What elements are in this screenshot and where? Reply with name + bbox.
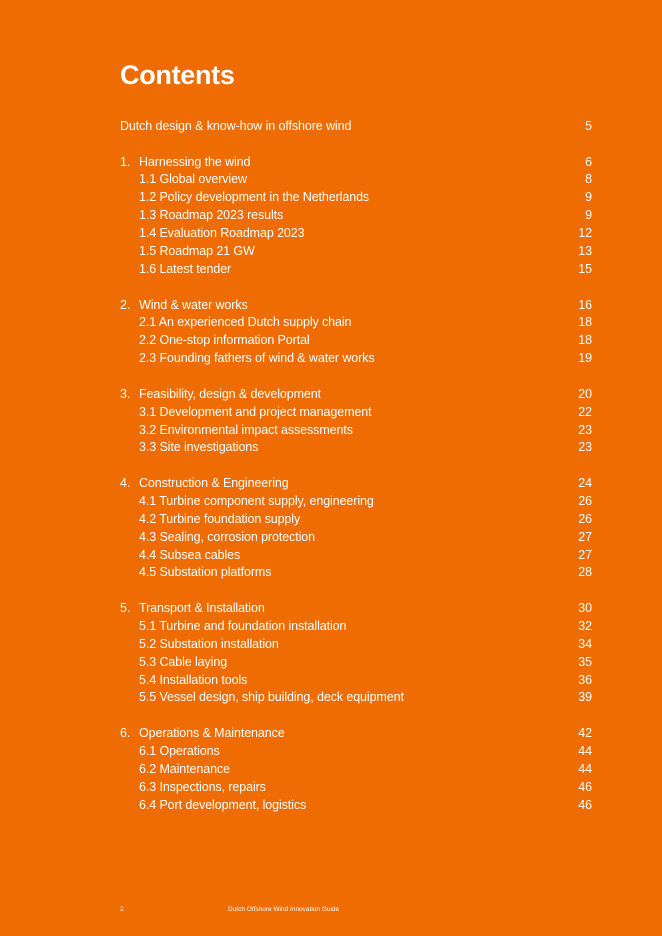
toc-item-page: 12: [578, 226, 592, 241]
toc-chapter-6[interactable]: [120, 725, 592, 743]
toc-item-1-5[interactable]: [120, 243, 592, 261]
chapter-page: 16: [578, 297, 592, 312]
chapter-title: Harnessing the wind: [139, 154, 251, 169]
chapter-title: Feasibility, design & development: [139, 386, 321, 401]
chapter-page: 30: [578, 601, 592, 616]
toc-item-label: 1.5 Roadmap 21 GW: [139, 244, 255, 259]
toc-item-4-1[interactable]: [120, 493, 592, 511]
toc-item-5-3[interactable]: [120, 654, 592, 672]
toc-item-label: 4.1 Turbine component supply, engineering: [139, 493, 374, 508]
toc-chapter-5[interactable]: [120, 600, 592, 618]
page-title: Contents: [120, 60, 235, 90]
toc-item-5-1[interactable]: [120, 618, 592, 636]
toc-item-1-4[interactable]: [120, 225, 592, 243]
toc-item-2-2[interactable]: [120, 332, 592, 350]
toc-item-label: 6.1 Operations: [139, 743, 220, 758]
toc-item-page: 39: [578, 690, 592, 705]
toc-item-4-5[interactable]: [120, 564, 592, 582]
toc-item-label: 6.2 Maintenance: [139, 761, 230, 776]
toc-item-page: 23: [578, 422, 592, 437]
toc-item-label: 6.4 Port development, logistics: [139, 797, 307, 812]
chapter-page: 24: [578, 476, 592, 490]
toc-item-label: 1.1 Global overview: [139, 172, 247, 187]
toc-item-page: 18: [578, 315, 592, 330]
toc-item-label: 2.1 An experienced Dutch supply chain: [139, 315, 352, 330]
toc-item-page: 27: [578, 529, 592, 544]
chapter-number: 4.: [120, 476, 131, 490]
toc-item-page: 26: [578, 493, 592, 508]
toc-item-5-4[interactable]: [120, 672, 592, 690]
toc-item-label: 5.1 Turbine and foundation installation: [139, 618, 347, 633]
chapter-number: 5.: [120, 601, 131, 616]
toc-item-label: 1.2 Policy development in the Netherlands: [139, 190, 370, 205]
toc-item-page: 19: [578, 351, 592, 366]
chapter-page: 20: [578, 386, 592, 401]
chapter-title: Construction & Engineering: [139, 476, 289, 490]
toc-item-2-1[interactable]: [120, 314, 592, 332]
chapter-page: 6: [585, 154, 592, 169]
table-of-contents: [120, 118, 592, 815]
toc-item-6-3[interactable]: [120, 779, 592, 797]
toc-item-6-1[interactable]: [120, 743, 592, 761]
toc-item-label: 4.5 Substation platforms: [139, 565, 272, 580]
toc-item-6-4[interactable]: [120, 797, 592, 815]
toc-item-label: 5.2 Substation installation: [139, 636, 279, 651]
toc-item-1-3[interactable]: [120, 207, 592, 225]
toc-item-label: 5.4 Installation tools: [139, 672, 248, 687]
toc-item-page: 34: [578, 636, 592, 651]
toc-item-3-1[interactable]: [120, 404, 592, 422]
toc-item-label: 3.1 Development and project management: [139, 404, 372, 419]
chapter-number: 6.: [120, 726, 131, 741]
toc-item-label: 6.3 Inspections, repairs: [139, 779, 266, 794]
toc-item-page: 13: [578, 244, 592, 259]
toc-item-page: 22: [578, 404, 592, 419]
toc-item-page: 46: [578, 797, 592, 812]
toc-chapter-2[interactable]: [120, 297, 592, 315]
toc-item-page: 44: [578, 761, 592, 776]
toc-chapter-3[interactable]: [120, 386, 592, 404]
toc-item-label: 3.2 Environmental impact assessments: [139, 422, 353, 437]
toc-item-page: 35: [578, 654, 592, 669]
chapter-title: Wind & water works: [139, 297, 248, 312]
toc-item-label: 4.2 Turbine foundation supply: [139, 511, 301, 526]
toc-item-page: 28: [578, 565, 592, 580]
toc-item-page: 23: [578, 440, 592, 455]
toc-chapter-1[interactable]: [120, 154, 592, 172]
toc-item-label: 4.3 Sealing, corrosion protection: [139, 529, 315, 544]
toc-item-page: 9: [585, 190, 592, 205]
toc-item-label: 4.4 Subsea cables: [139, 547, 241, 562]
toc-item-page: 26: [578, 511, 592, 526]
toc-chapter-4[interactable]: [120, 475, 592, 493]
toc-item-2-3[interactable]: [120, 350, 592, 368]
toc-item-label: 3.3 Site investigations: [139, 440, 259, 455]
chapter-title: Transport & Installation: [139, 601, 265, 616]
toc-item-label: 2.2 One-stop information Portal: [139, 333, 310, 348]
toc-item-1-2[interactable]: [120, 189, 592, 207]
toc-item-page: 8: [585, 172, 592, 187]
chapter-number: 1.: [120, 154, 131, 169]
toc-intro-label: Dutch design & know-how in offshore wind: [120, 119, 352, 133]
toc-item-5-2[interactable]: [120, 636, 592, 654]
toc-intro-page: 5: [585, 119, 592, 133]
toc-item-1-6[interactable]: [120, 261, 592, 279]
toc-intro-row[interactable]: [120, 118, 592, 136]
chapter-number: 2.: [120, 297, 131, 312]
toc-item-1-1[interactable]: [120, 171, 592, 189]
toc-item-5-5[interactable]: [120, 689, 592, 707]
toc-item-4-2[interactable]: [120, 511, 592, 529]
chapter-title: Operations & Maintenance: [139, 726, 285, 741]
toc-item-label: 1.4 Evaluation Roadmap 2023: [139, 226, 305, 241]
toc-item-page: 9: [585, 208, 592, 223]
toc-item-page: 46: [578, 779, 592, 794]
toc-item-label: 2.3 Founding fathers of wind & water works: [139, 351, 375, 366]
toc-item-label: 5.3 Cable laying: [139, 654, 228, 669]
toc-item-page: 27: [578, 547, 592, 562]
footer-publication-title: Dutch Offshore Wind Innovation Guide: [228, 906, 340, 913]
toc-item-label: 5.5 Vessel design, ship building, deck equipment: [139, 690, 404, 705]
toc-item-page: 15: [578, 261, 592, 276]
chapter-page: 42: [578, 726, 592, 741]
toc-item-3-2[interactable]: [120, 422, 592, 440]
toc-item-4-4[interactable]: [120, 547, 592, 565]
toc-item-page: 32: [578, 618, 592, 633]
toc-item-label: 1.6 Latest tender: [139, 261, 232, 276]
footer-page-number: 2: [120, 906, 124, 913]
toc-item-4-3[interactable]: [120, 529, 592, 547]
toc-item-3-3[interactable]: [120, 439, 592, 457]
toc-item-label: 1.3 Roadmap 2023 results: [139, 208, 284, 223]
toc-item-page: 36: [578, 672, 592, 687]
chapter-number: 3.: [120, 386, 131, 401]
toc-item-page: 18: [578, 333, 592, 348]
toc-item-6-2[interactable]: [120, 761, 592, 779]
toc-item-page: 44: [578, 743, 592, 758]
